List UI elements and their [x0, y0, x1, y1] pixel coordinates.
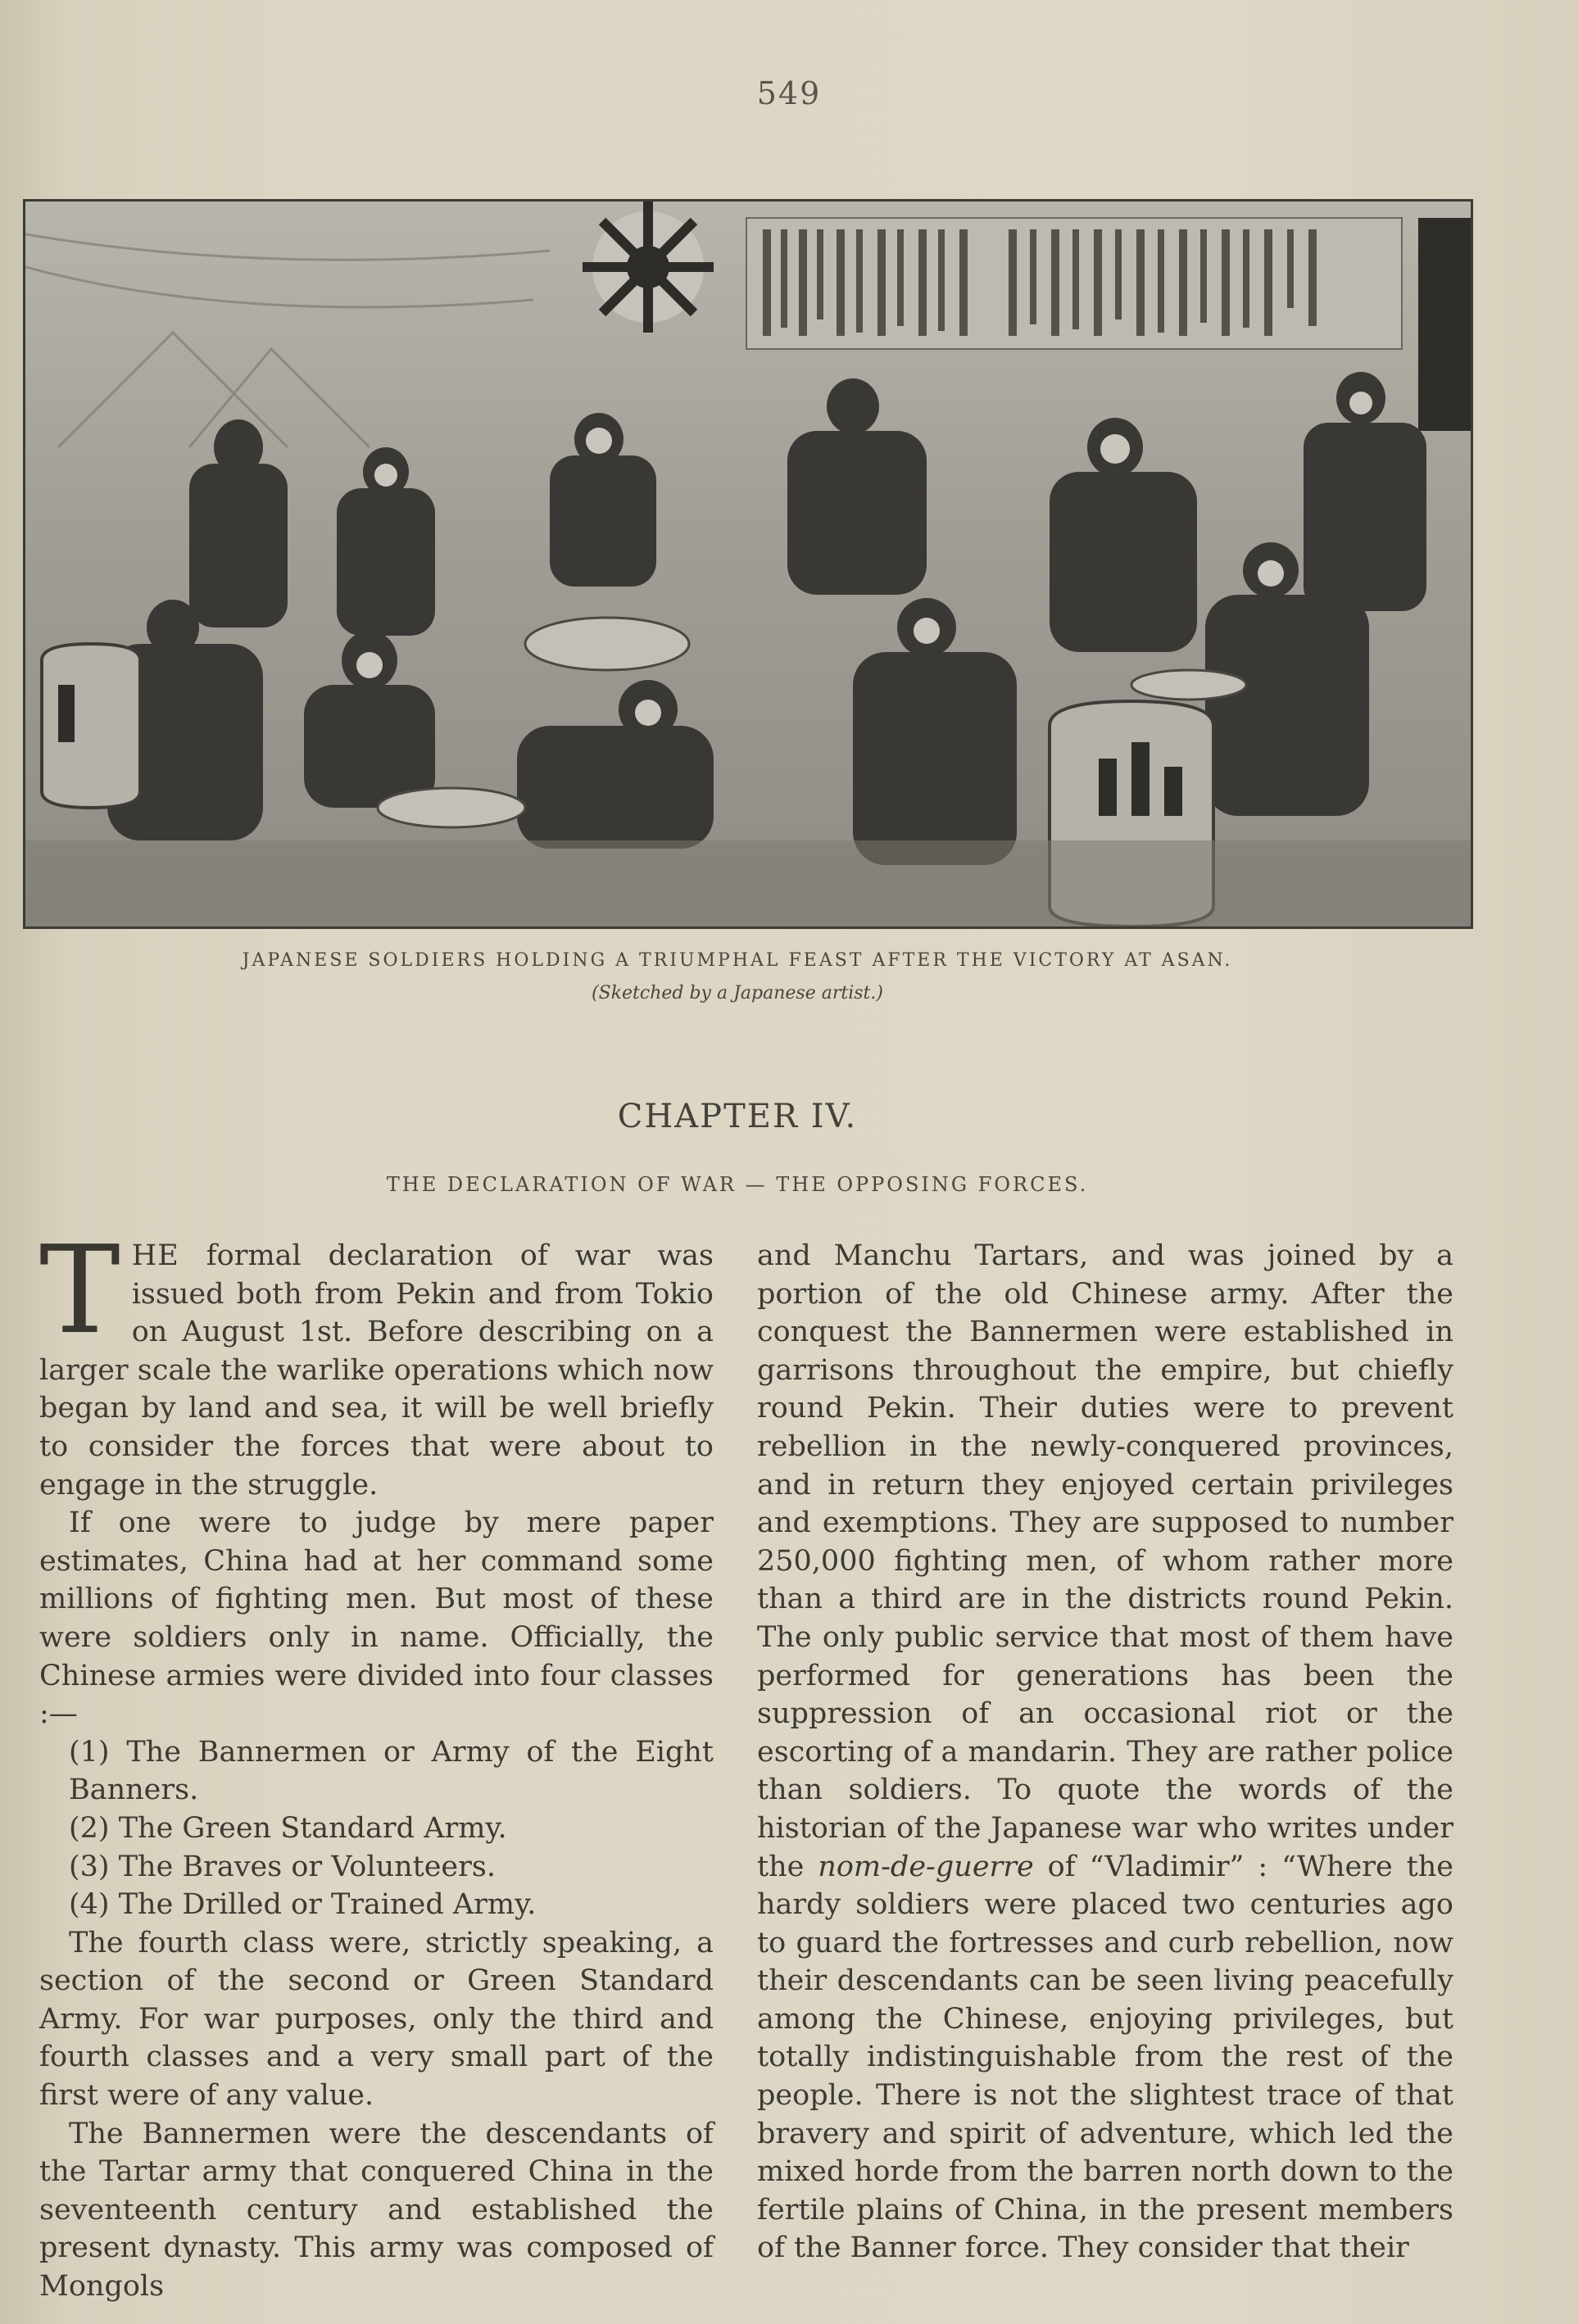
- page-number: 549: [756, 75, 822, 111]
- left-column: [39, 1220, 714, 2306]
- paragraph-2: If one were to judge by mere paper estimates, China had at her command some millions of fighting men. But most of these were soldiers only in name. Officially, the Chinese armies were divided into four classes :—: [39, 1506, 714, 1731]
- paragraph-5-italic: nom-de-guerre: [818, 1850, 1034, 1883]
- illustration-caption: JAPANESE SOLDIERS HOLDING A TRIUMPHAL FEAST AFTER THE VICTORY AT ASAN.: [242, 950, 1233, 971]
- paragraph-5-text: and Manchu Tartars, and was joined by a portion of the old Chinese army. After the conquest the Bannermen were established in garrisons throughout the empire, but chiefly round Pekin. Their duties were to prevent rebellion in the newly-conquered provinces, and in return they enjoyed certain privileges and exemptions. They are supposed to number 250,000 fighting men, of whom rather more than a third are in the districts round Pekin. The only public service that most of them have performed for generations has been the suppression of an occasional riot or the escorting of a mandarin. They are rather police than soldiers. To quote the words of the historian of the Japanese war who writes under the: [757, 1239, 1453, 1883]
- chapter-subtitle: THE DECLARATION OF WAR — THE OPPOSING FORCES.: [386, 1173, 1089, 1196]
- paragraph-4: The Bannermen were the descendants of the Tartar army that conquered China in the seventeenth century and established the present dynasty. This army was composed of Mongols: [39, 2117, 714, 2304]
- illustration-credit: (Sketched by a Japanese artist.): [592, 983, 883, 1003]
- drop-cap: T: [39, 1220, 120, 1361]
- feast-engraving: [25, 202, 1471, 926]
- right-column: [757, 1237, 1453, 2267]
- illustration-plate: [23, 199, 1473, 929]
- paragraph-5: [757, 1237, 1453, 2267]
- list-item-1: (1) The Bannermen or Army of the Eight Banners.: [69, 1735, 714, 1807]
- paragraph-1-first-word: HE: [131, 1239, 179, 1272]
- list-item-4: (4) The Drilled or Trained Army.: [69, 1888, 537, 1922]
- list-item-2: (2) The Green Standard Army.: [69, 1811, 507, 1845]
- paragraph-5-continuation: of “Vladimir” : “Where the hardy soldiers were placed two centuries ago to guard the fortresses and curb rebellion, now their descendants can be seen living peacefully among the Chinese, enjoying privileges, but totally indistinguishable from the rest of the people. There is not the slightest trace of that bravery and spirit of adventure, which led the mixed horde from the barren north down to the fertile plains of China, in the present members of the Banner force. They consider that their: [757, 1850, 1453, 2265]
- chapter-title: CHAPTER IV.: [617, 1098, 858, 1135]
- list-item-3: (3) The Braves or Volunteers.: [69, 1850, 496, 1883]
- paragraph-1-text: formal declaration of war was issued both from Pekin and from Tokio on August 1st. Before describing on a larger scale the warlike operations which now began by land and sea, it will be well briefly to consider the forces that were about to engage in the struggle.: [39, 1239, 714, 1502]
- rising-sun-flag: [583, 202, 714, 333]
- paragraph-1: [39, 1220, 714, 1504]
- paragraph-3: The fourth class were, strictly speaking, a section of the second or Green Standard Army. For war purposes, only the third and fourth classes and a very small part of the first were of any value.: [39, 1926, 714, 2113]
